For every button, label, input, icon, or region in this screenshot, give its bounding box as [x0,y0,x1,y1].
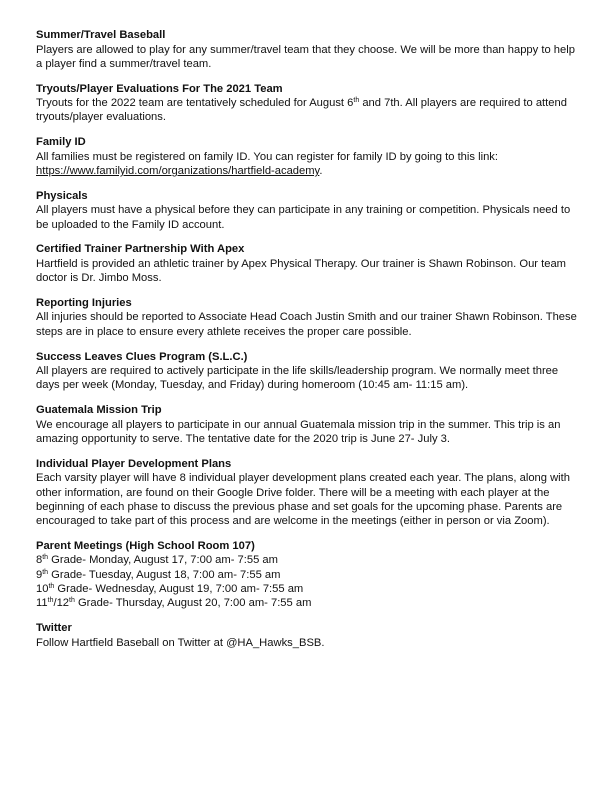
section-guatemala [36,403,582,446]
section-heading: Family ID [36,136,86,149]
meeting-text: Grade- Monday, August 17, 7:00 am- 7:55 am [48,554,278,567]
section-slc [36,350,582,393]
section-body: All players are required to actively participate in the life skills/leadership program. We normally meet three days per week (Monday, Tuesday, and Friday) during homeroom (10:45 am- 11:15 am). [36,365,559,392]
meeting-item [36,582,582,596]
section-heading: Reporting Injuries [36,296,132,309]
section-body: All players must have a physical before they can participate in any training or competition. Physicals need to be uploaded to the Family ID account. [36,204,571,231]
grade-number: 8 [36,554,43,567]
ordinal-suffix: th [42,568,49,576]
grade-number: /12 [53,597,70,610]
section-heading: Twitter [36,622,72,635]
ordinal-suffix: th [353,97,360,105]
meeting-item [36,596,582,610]
ordinal-suffix: th [69,597,75,605]
section-body: All injuries should be reported to Associate Head Coach Justin Smith and our trainer Shawn Robinson. These steps are in place to ensure every athlete receives the proper care possible. [36,311,577,338]
body-text: Tryouts for the 2022 team are tentatively scheduled for August 6 [36,97,354,110]
meeting-text: Grade- Thursday, August 20, 7:00 am- 7:55 am [74,597,312,610]
section-twitter [36,621,582,650]
section-body: Hartfield is provided an athletic trainer by Apex Physical Therapy. Our trainer is Shawn Robinson. Our team doctor is Dr. Jimbo Moss. [36,257,567,285]
meeting-text: Grade- Wednesday, August 19, 7:00 am- 7:55 am [54,583,304,596]
section-body [36,96,582,125]
section-heading: Certified Trainer Partnership With Apex [36,243,245,256]
section-heading: Parent Meetings (High School Room 107) [36,539,255,552]
section-body: We encourage all players to participate in our annual Guatemala mission trip in the summer. This trip is an amazing opportunity to serve. The tentative date for the 2020 trip is June 27- July 3. [36,418,561,445]
section-heading: Success Leaves Clues Program (S.L.C.) [36,350,248,363]
section-heading: Summer/Travel Baseball [36,29,166,41]
meeting-text: Grade- Tuesday, August 18, 7:00 am- 7:55 am [48,568,281,581]
meeting-item [36,568,582,582]
section-body: Players are allowed to play for any summer/travel team that they choose. We will be more than happy to help a player find a summer/travel team. [36,43,575,70]
section-parent-meetings [36,539,582,611]
section-family-id [36,135,582,178]
document-content [36,28,582,660]
ordinal-suffix: th [48,583,55,591]
section-injuries [36,296,582,339]
section-heading: Individual Player Development Plans [36,457,232,470]
section-tryouts [36,82,582,125]
grade-number: 10 [36,583,49,596]
meeting-item [36,553,582,567]
section-trainer [36,242,582,285]
link-suffix: . [319,164,323,177]
body-text: and 7th. All players are required to attend tryouts/player evaluations. [36,97,567,124]
grade-number: 11 [36,597,48,610]
section-physicals [36,189,582,232]
section-body: Follow Hartfield Baseball on Twitter at @HA_Hawks_BSB. [36,636,325,649]
section-ipdp [36,457,582,529]
section-heading: Tryouts/Player Evaluations For The 2021 Team [36,82,283,95]
section-summer-travel [36,28,582,71]
ordinal-suffix: th [42,554,49,562]
grade-number: 9 [36,568,43,581]
section-body: Each varsity player will have 8 individual player development plans created each year. The plans, along with other information, are found on their Google Drive folder. There will be a meeting with each player at the beginning of each phase to discuss the previous phase and set goals for the upcoming phase. Parents are encouraged to take part of this process and are welcome in the meetings (either in person or via Zoom). [36,472,570,528]
section-body [36,150,582,179]
section-heading: Physicals [36,189,88,202]
section-heading: Guatemala Mission Trip [36,404,162,417]
ordinal-suffix: th [47,597,54,605]
body-text: All families must be registered on family ID. You can register for family ID by going to this link: [36,150,498,163]
familyid-link[interactable]: https://www.familyid.com/organizations/hartfield-academy [36,164,320,177]
